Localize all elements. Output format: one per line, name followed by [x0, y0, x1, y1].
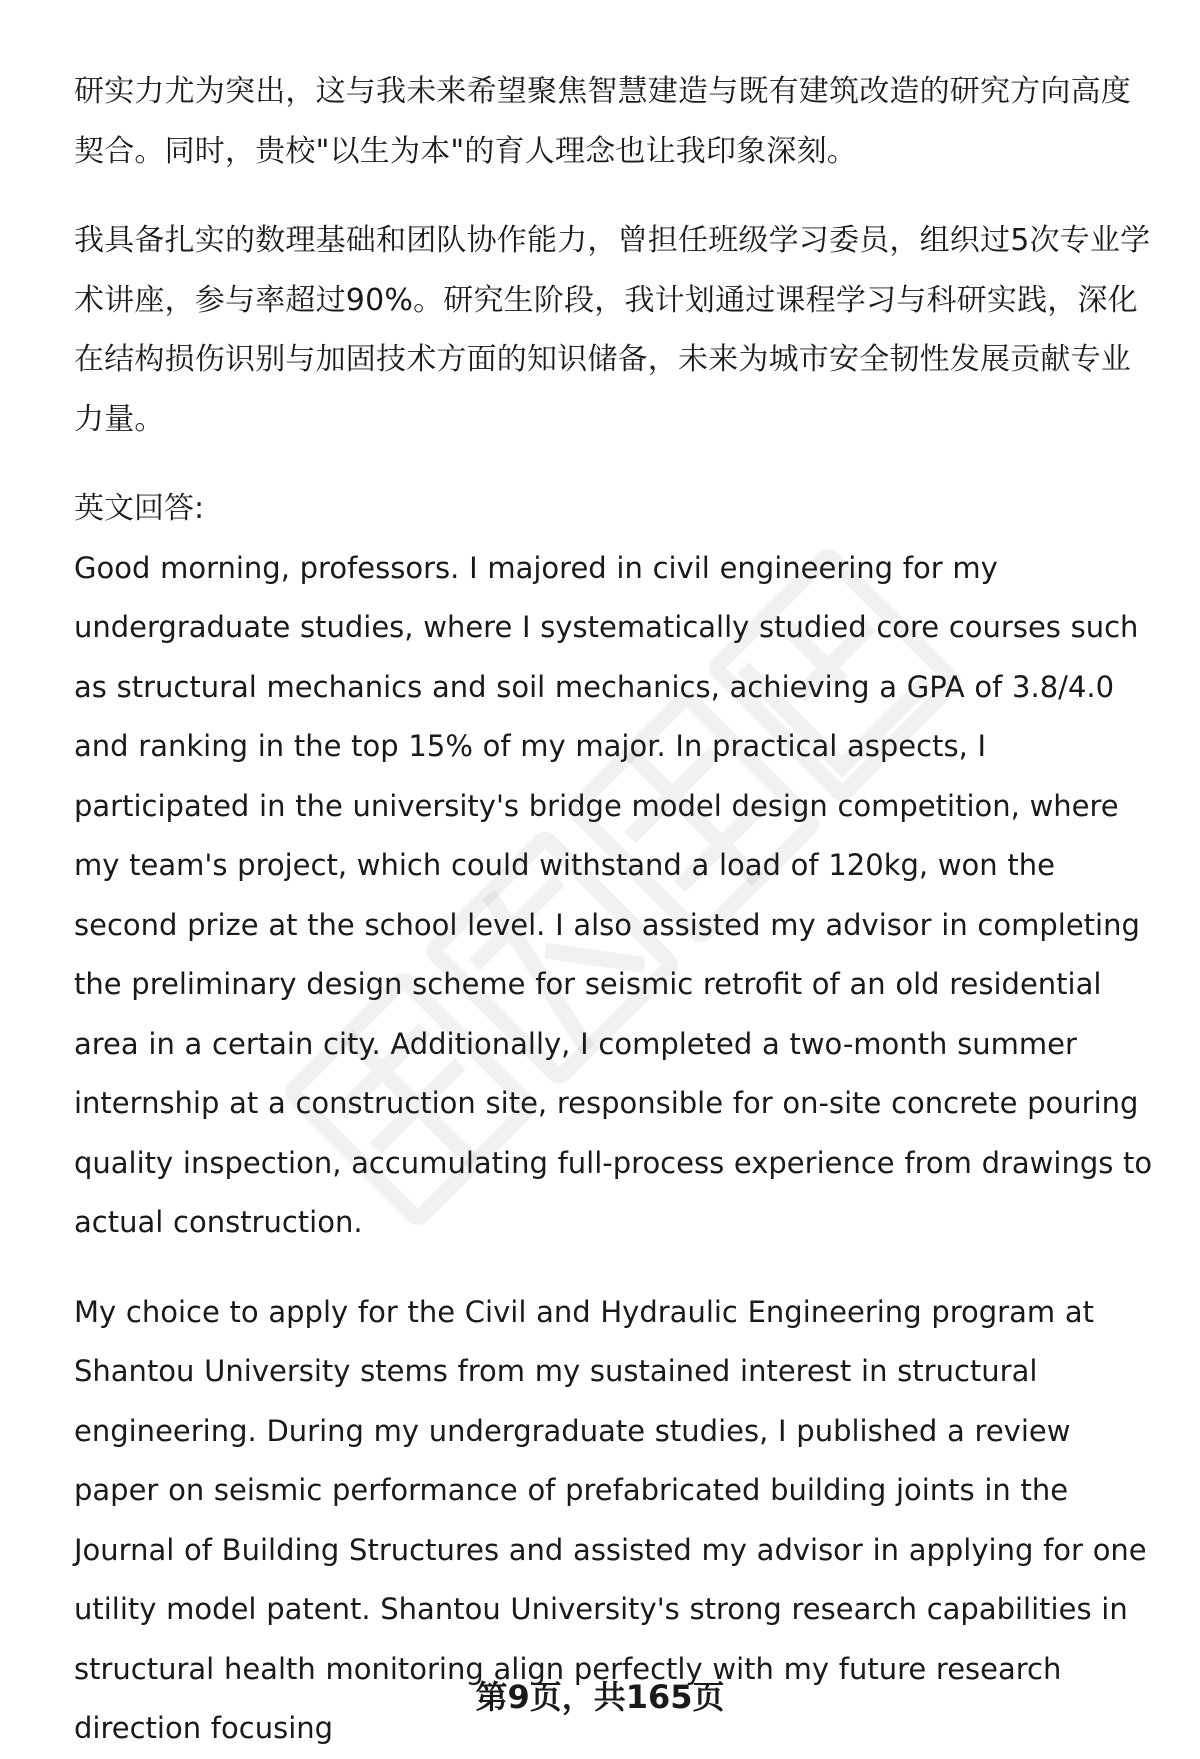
english-paragraph-2: My choice to apply for the Civil and Hydraulic Engineering program at Shantou University stems from my sustained interest in structural engineering. During my undergraduate studies, I published a review paper on seismic performance of prefabricated building joints in the Journal of Building Structures and assisted my advisor in applying for one utility model patent. Shantou University's strong research capabilities in structural health monitoring align perfectly with my future research direction focusing — [74, 1294, 1147, 1745]
english-answer-label: 英文回答: — [74, 491, 205, 526]
paragraph-gap — [74, 1253, 1154, 1283]
paragraph-gap — [74, 181, 1154, 211]
english-paragraph-1: Good morning, professors. I majored in civil engineering for my undergraduate studies, where I systematically studied core courses such as structural mechanics and soil mechanics, achieving a GPA of 3.8/4.0 and ranking in the top 15% of my major. In practical aspects, I participated in the university's bridge model design competition, where my team's project, which could withstand a load of 120kg, won the second prize at the school level. I also assisted my advisor in completing the preliminary design scheme for seismic retrofit of an old residential area in a certain city. Additionally, I completed a two-month summer internship at a construction site, responsible for on-site concrete pouring quality inspection, accumulating full-process experience from drawings to actual construction. — [74, 550, 1153, 1239]
page-number-footer: 第9页，共165页 — [475, 1678, 725, 1716]
chinese-paragraph-1: 研实力尤为突出，这与我未来希望聚焦智慧建造与既有建筑改造的研究方向高度契合。同时，贵校"以生为本"的育人理念也让我印象深刻。 — [74, 74, 1131, 169]
page-content — [74, 62, 1154, 1759]
chinese-paragraph-2: 我具备扎实的数理基础和团队协作能力，曾担任班级学习委员，组织过5次专业学术讲座，参与率超过90%。研究生阶段，我计划通过课程学习与科研实践，深化在结构损伤识别与加固技术方面的知识储备，未来为城市安全韧性发展贡献专业力量。 — [74, 223, 1151, 437]
paragraph-gap — [74, 449, 1154, 479]
